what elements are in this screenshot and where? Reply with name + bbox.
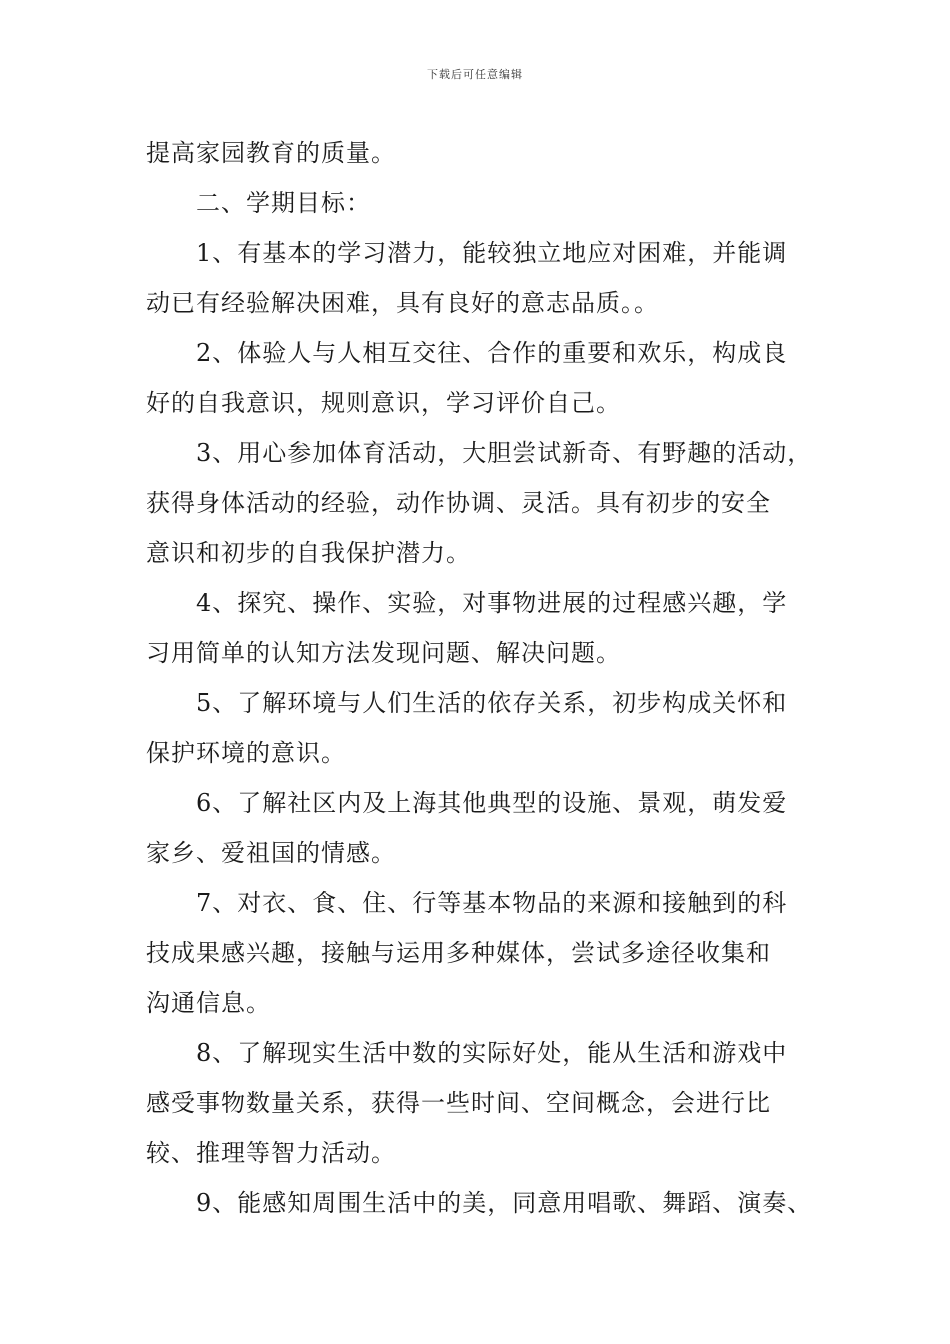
text-line: 4、探究、操作、实验，对事物进展的过程感兴趣，学 [196,589,788,617]
text-line: 7、对衣、食、住、行等基本物品的来源和接触到的科 [196,889,788,917]
text-line: 1、有基本的学习潜力，能较独立地应对困难，并能调 [196,239,788,267]
text-line: 获得身体活动的经验，动作协调、灵活。具有初步的安全 [146,489,771,517]
text-line: 感受事物数量关系，获得一些时间、空间概念，会进行比 [146,1089,771,1117]
text-line: 2、体验人与人相互交往、合作的重要和欢乐，构成良 [196,339,788,367]
text-line: 3、用心参加体育活动，大胆尝试新奇、有野趣的活动， [196,439,813,467]
text-line: 意识和初步的自我保护潜力。 [146,539,471,567]
text-line: 较、推理等智力活动。 [146,1139,396,1167]
text-line: 提高家园教育的质量。 [146,139,396,167]
page-header: 下载后可任意编辑 [427,68,523,81]
text-line: 家乡、爱祖国的情感。 [146,839,396,867]
text-line: 动已有经验解决困难，具有良好的意志品质。。 [146,289,659,317]
section-heading: 二、学期目标： [196,189,371,217]
text-line: 保护环境的意识。 [146,739,346,767]
text-line: 6、了解社区内及上海其他典型的设施、景观，萌发爱 [196,789,788,817]
text-line: 习用简单的认知方法发现问题、解决问题。 [146,639,621,667]
text-line: 沟通信息。 [146,989,271,1017]
text-line: 好的自我意识，规则意识，学习评价自己。 [146,389,621,417]
text-line: 5、了解环境与人们生活的依存关系，初步构成关怀和 [196,689,788,717]
text-line: 9、能感知周围生活中的美，同意用唱歌、舞蹈、演奏、 [196,1189,813,1217]
document-body [146,128,826,1228]
text-line: 技成果感兴趣，接触与运用多种媒体，尝试多途径收集和 [146,939,771,967]
text-line: 8、了解现实生活中数的实际好处，能从生活和游戏中 [196,1039,788,1067]
